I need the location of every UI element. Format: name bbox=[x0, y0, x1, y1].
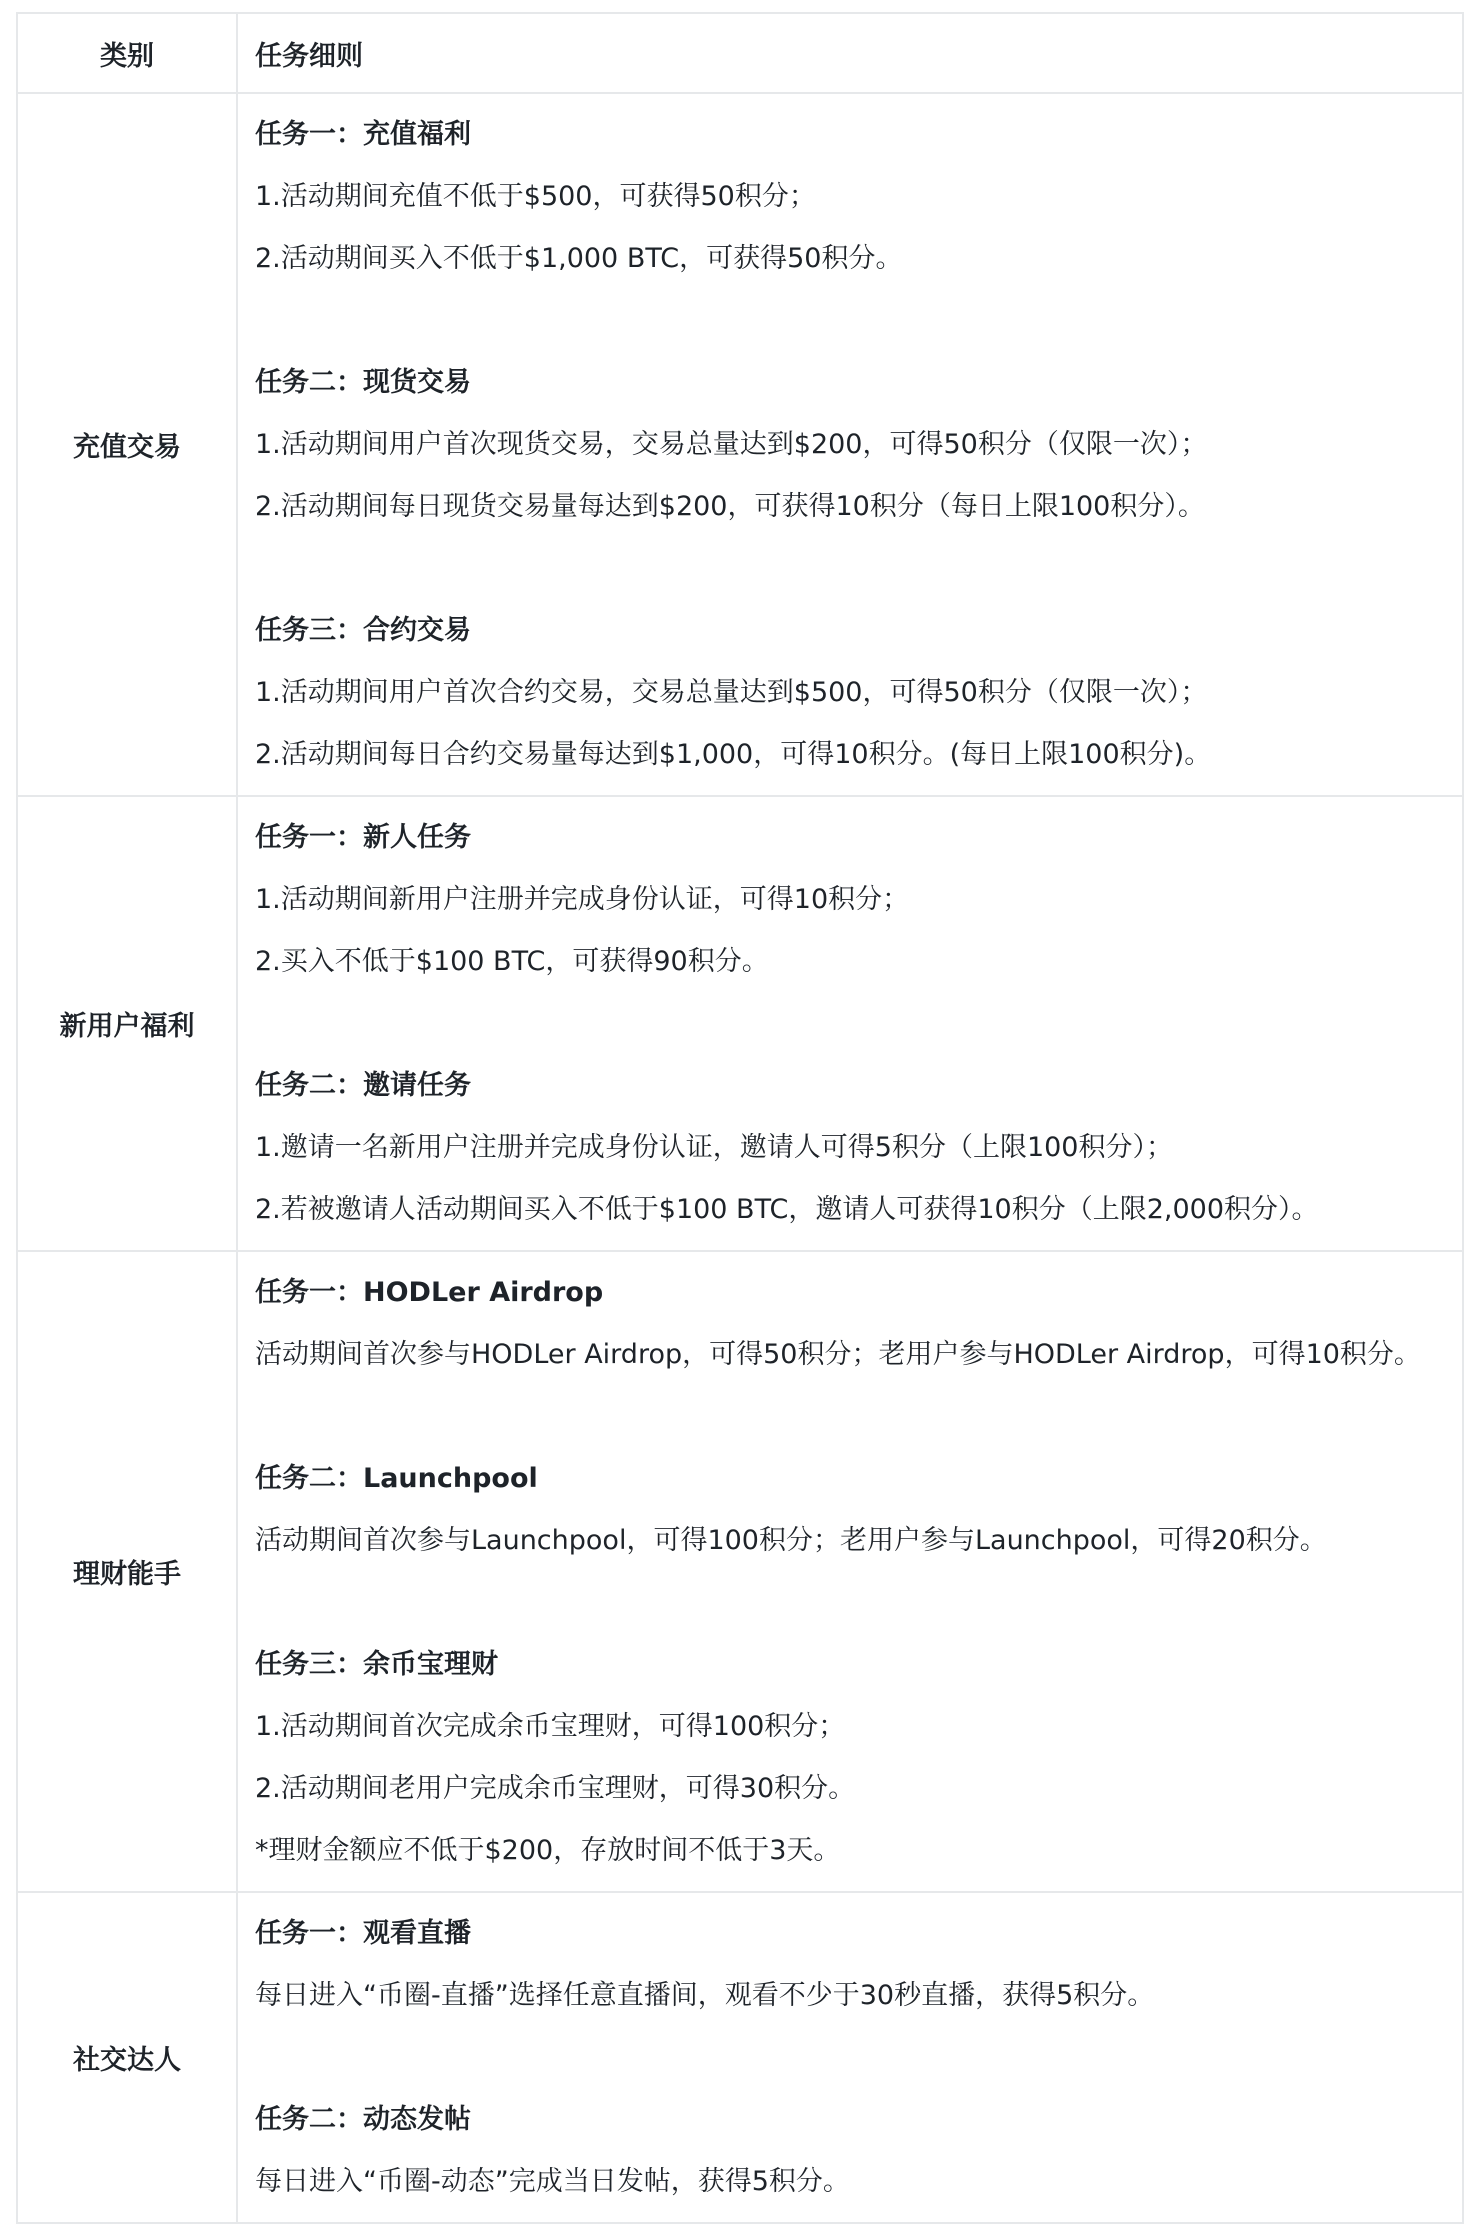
category-cell: 社交达人 bbox=[17, 1892, 237, 2223]
task-title: 任务二：现货交易 bbox=[255, 367, 471, 398]
header-category: 类别 bbox=[17, 13, 237, 93]
table-header-row bbox=[17, 13, 1463, 93]
task-title: 任务三：余币宝理财 bbox=[255, 1649, 498, 1680]
task-title: 任务三：合约交易 bbox=[255, 615, 471, 646]
task-title: 任务二：Launchpool bbox=[255, 1463, 538, 1494]
task-spacer bbox=[255, 2027, 1445, 2089]
category-cell: 新用户福利 bbox=[17, 796, 237, 1251]
task-rule-text: 2.若被邀请人活动期间买入不低于$100 BTC，邀请人可获得10积分（上限2,000积分）。 bbox=[255, 1194, 1319, 1225]
task-rules-table bbox=[16, 12, 1464, 2224]
task-rule-text: 2.买入不低于$100 BTC，可获得90积分。 bbox=[255, 946, 769, 977]
details-cell bbox=[237, 93, 1463, 796]
task-rule-text: 2.活动期间老用户完成余币宝理财，可得30积分。 bbox=[255, 1773, 856, 1804]
table-body bbox=[17, 93, 1463, 2223]
task-rule-text: 1.邀请一名新用户注册并完成身份认证，邀请人可得5积分（上限100积分）； bbox=[255, 1132, 1173, 1163]
task-rule-text: 2.活动期间每日合约交易量每达到$1,000，可得10积分。(每日上限100积分)。 bbox=[255, 739, 1212, 770]
task-rule-text: 2.活动期间每日现货交易量每达到$200，可获得10积分（每日上限100积分）。 bbox=[255, 491, 1205, 522]
task-spacer bbox=[255, 1386, 1445, 1448]
details-cell bbox=[237, 1892, 1463, 2223]
task-rule-text: 2.活动期间买入不低于$1,000 BTC，可获得50积分。 bbox=[255, 243, 903, 274]
task-title: 任务二：邀请任务 bbox=[255, 1070, 471, 1101]
task-spacer bbox=[255, 290, 1445, 352]
details-cell bbox=[237, 1251, 1463, 1892]
task-title: 任务一：充值福利 bbox=[255, 119, 471, 150]
task-rule-text: 1.活动期间用户首次合约交易，交易总量达到$500，可得50积分（仅限一次）； bbox=[255, 677, 1208, 708]
table-row bbox=[17, 93, 1463, 796]
task-title: 任务二：动态发帖 bbox=[255, 2104, 471, 2135]
task-rule-text: *理财金额应不低于$200，存放时间不低于3天。 bbox=[255, 1835, 841, 1866]
category-cell: 充值交易 bbox=[17, 93, 237, 796]
task-spacer bbox=[255, 1572, 1445, 1634]
task-spacer bbox=[255, 993, 1445, 1055]
task-rule-text: 活动期间首次参与HODLer Airdrop，可得50积分；老用户参与HODLer Airdrop，可得10积分。 bbox=[255, 1339, 1421, 1370]
table-row bbox=[17, 1892, 1463, 2223]
task-rule-text: 1.活动期间首次完成余币宝理财，可得100积分； bbox=[255, 1711, 846, 1742]
task-title: 任务一：新人任务 bbox=[255, 822, 471, 853]
task-rule-text: 活动期间首次参与Launchpool，可得100积分；老用户参与Launchpool，可得20积分。 bbox=[255, 1525, 1327, 1556]
task-title: 任务一：观看直播 bbox=[255, 1918, 471, 1949]
table-row bbox=[17, 1251, 1463, 1892]
details-cell bbox=[237, 796, 1463, 1251]
task-rule-text: 1.活动期间新用户注册并完成身份认证，可得10积分； bbox=[255, 884, 910, 915]
task-title: 任务一：HODLer Airdrop bbox=[255, 1277, 604, 1308]
task-rule-text: 1.活动期间充值不低于$500，可获得50积分； bbox=[255, 181, 816, 212]
table-row bbox=[17, 796, 1463, 1251]
task-rule-text: 每日进入“币圈-直播”选择任意直播间，观看不少于30秒直播，获得5积分。 bbox=[255, 1980, 1155, 2011]
category-cell: 理财能手 bbox=[17, 1251, 237, 1892]
task-rule-text: 每日进入“币圈-动态”完成当日发帖，获得5积分。 bbox=[255, 2166, 850, 2197]
header-details: 任务细则 bbox=[237, 13, 1463, 93]
task-spacer bbox=[255, 538, 1445, 600]
task-rule-text: 1.活动期间用户首次现货交易，交易总量达到$200，可得50积分（仅限一次）； bbox=[255, 429, 1208, 460]
task-rules-table-container bbox=[16, 12, 1462, 2224]
